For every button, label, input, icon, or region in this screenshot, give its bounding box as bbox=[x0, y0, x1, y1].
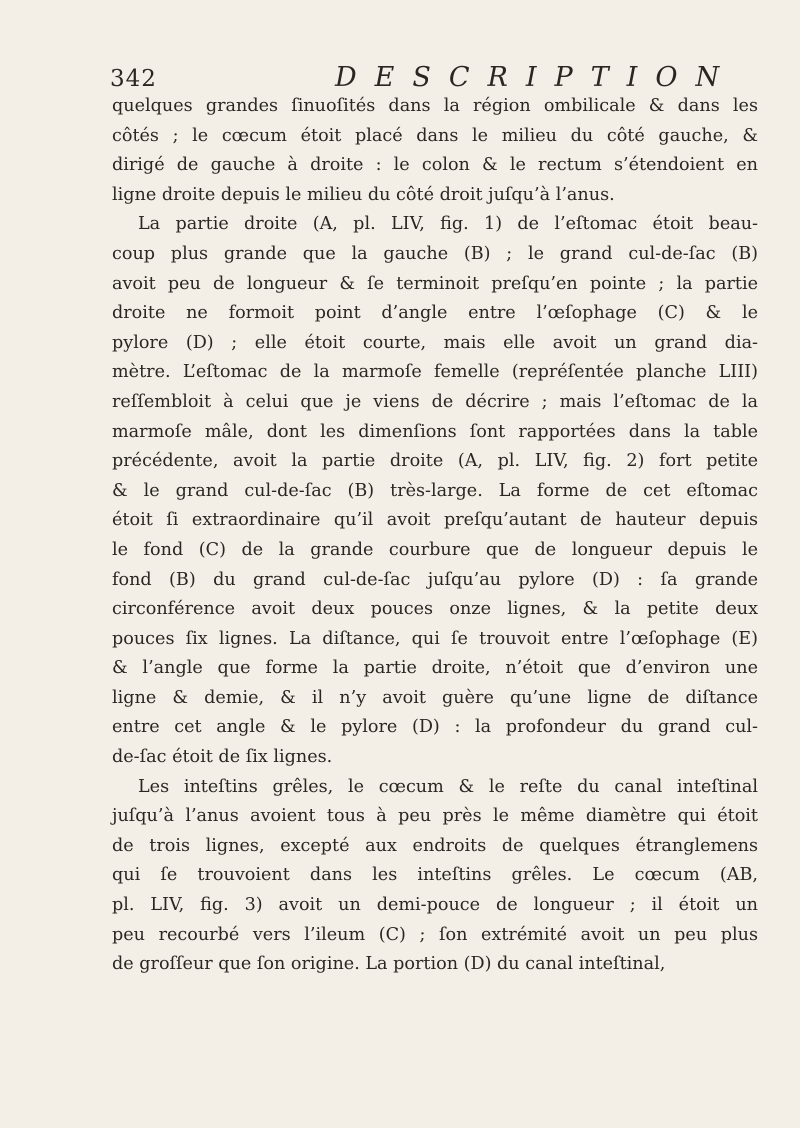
text-line: circonférence avoit deux pouces onze lignes, & la petite deux bbox=[112, 599, 758, 620]
text-line: pouces ſix lignes. La diſtance, qui ſe trouvoit entre l’œſophage (E) bbox=[112, 628, 758, 649]
text-line: fond (B) du grand cul-de-ſac juſqu’au pylore (D) : ſa grande bbox=[112, 569, 758, 590]
paragraph bbox=[112, 92, 758, 210]
text-line: marmoſe mâle, dont les dimenſions ſont rapportées dans la table bbox=[112, 421, 758, 442]
text-line: avoit peu de longueur & ſe terminoit preſqu’en pointe ; la partie bbox=[112, 273, 758, 294]
text-line: entre cet angle & le pylore (D) : la profondeur du grand cul- bbox=[112, 717, 758, 738]
text-line: précédente, avoit la partie droite (A, pl. LIV, fig. 2) fort petite bbox=[112, 451, 758, 472]
text-line: pl. LIV, fig. 3) avoit un demi-pouce de longueur ; il étoit un bbox=[112, 895, 758, 916]
text-line: mètre. L’eſtomac de la marmoſe femelle (repréſentée planche LIII) bbox=[112, 362, 758, 383]
text-line: droite ne formoit point d’angle entre l’œſophage (C) & le bbox=[112, 303, 758, 324]
text-line: étoit ſi extraordinaire qu’il avoit preſqu’autant de hauteur depuis bbox=[112, 510, 758, 531]
text-line: Les inteſtins grêles, le cœcum & le reſte du canal inteſtinal bbox=[138, 776, 758, 797]
text-line: juſqu’à l’anus avoient tous à peu près le même diamètre qui étoit bbox=[112, 806, 758, 827]
text-line: de trois lignes, excepté aux endroits de quelques étranglemens bbox=[112, 835, 758, 856]
text-line: côtés ; le cœcum étoit placé dans le milieu du côté gauche, & bbox=[112, 125, 758, 146]
running-title: DESCRIPTION bbox=[335, 62, 738, 93]
page-number: 342 bbox=[110, 66, 157, 92]
text-line: La partie droite (A, pl. LIV, fig. 1) de l’eſtomac étoit beau- bbox=[138, 214, 758, 235]
text-line: de-ſac étoit de ſix lignes. bbox=[112, 747, 333, 768]
text-line: de groſſeur que ſon origine. La portion (D) du canal inteſtinal, bbox=[112, 954, 666, 975]
text-line: qui ſe trouvoient dans les inteſtins grêles. Le cœcum (AB, bbox=[112, 865, 758, 886]
text-line: ligne & demie, & il n’y avoit guère qu’une ligne de diſtance bbox=[112, 687, 758, 708]
text-line: & l’angle que forme la partie droite, n’étoit que d’environ une bbox=[112, 658, 758, 679]
text-line: pylore (D) ; elle étoit courte, mais elle avoit un grand dia- bbox=[112, 332, 758, 353]
text-line: & le grand cul-de-ſac (B) très-large. La forme de cet eſtomac bbox=[112, 480, 758, 501]
text-line: ligne droite depuis le milieu du côté droit juſqu’à l’anus. bbox=[112, 184, 615, 205]
text-line: coup plus grande que la gauche (B) ; le grand cul-de-ſac (B) bbox=[112, 243, 758, 264]
text-line: le fond (C) de la grande courbure que de longueur depuis le bbox=[112, 539, 758, 560]
text-line: dirigé de gauche à droite : le colon & le rectum s’étendoient en bbox=[112, 155, 758, 176]
paragraph bbox=[112, 773, 758, 980]
text-line: reſſembloit à celui que je viens de décrire ; mais l’eſtomac de la bbox=[112, 391, 758, 412]
text-line: peu recourbé vers l’ileum (C) ; ſon extrémité avoit un peu plus bbox=[112, 924, 758, 945]
body-text bbox=[112, 92, 758, 980]
text-line: quelques grandes ſinuoſités dans la région ombilicale & dans les bbox=[112, 96, 758, 116]
paragraph bbox=[112, 210, 758, 772]
